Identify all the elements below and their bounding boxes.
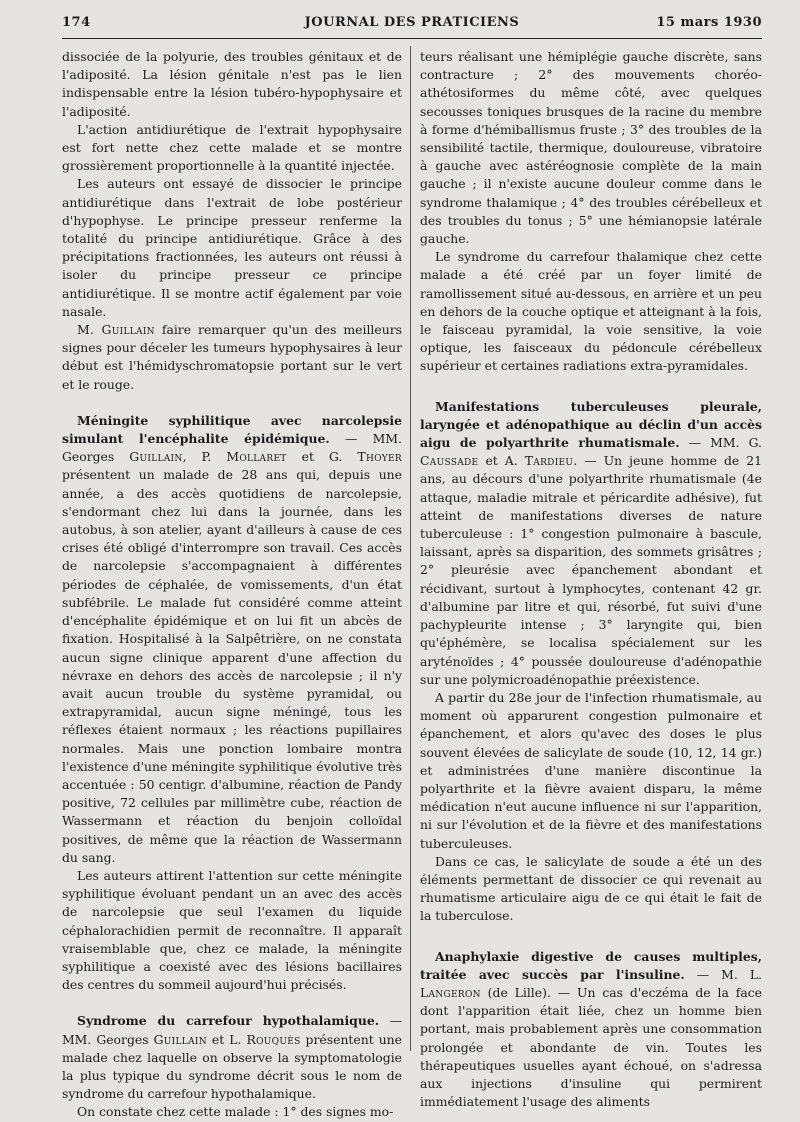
- authors-intro: — MM. Georges: [62, 431, 402, 465]
- section-manifestations: [420, 398, 762, 689]
- section-body: (de Lille). — Un cas d'eczéma de la face dont l'apparition était liée, chez un homme bien portant, mais probablement après une consommation prolongée et abondante de vin. Toutes les thérapeutiques usuelles ayant échoué, on s'adressa aux injections d'insuline qui permirent immédiatement l'usage des aliments: [420, 984, 762, 1110]
- section-title: Anaphylaxie digestive de causes multiples, traitée avec succès par l'insuline.: [420, 948, 762, 982]
- author-name: Guillain: [153, 1031, 207, 1047]
- section-syndrome: [62, 1012, 402, 1103]
- paragraph: teurs réalisant une hémiplégie gauche discrète, sans contracture ; 2° des mouvements choréo-athétosiformes du même côté, avec quelques secousses toniques brusques de la racine du membre à forme d'hémiballismus fruste ; 3° des troubles de la sensibilité tactile, thermique, douloureuse, vibratoire à gauche avec astéréognosie complète de la main gauche ; il n'existe aucune douleur comme dans le syndrome thalamique ; 4° des troubles cérébelleux et des troubles du tonus ; 5° une hémianopsie latérale gauche.: [420, 49, 762, 247]
- authors-intro: — MM. Georges: [62, 1013, 402, 1047]
- author-name: Langeron: [420, 984, 481, 1000]
- author-name: M. Guillain: [77, 322, 155, 338]
- issue-date: 15 mars 1930: [656, 15, 762, 30]
- paragraph: Les auteurs attirent l'attention sur cette méningite syphilitique évoluant pendant un an avec des accès de narcolepsie que seul l'examen du liquide céphalorachidien permit de reconnaître. Il apparaît vraisemblable que, chez ce malade, la méningite syphilitique a coexisté avec des lésions bacillaires des centres du sommeil aujourd'hui précisés.: [62, 867, 402, 993]
- author-name: Rouquès: [246, 1031, 301, 1047]
- separator: et G.: [286, 449, 358, 465]
- separator: et A.: [478, 453, 525, 469]
- column-divider: [410, 46, 411, 1051]
- separator: , P.: [182, 449, 227, 465]
- authors-intro: — M. L.: [684, 966, 762, 982]
- author-name: Thoyer: [357, 449, 402, 465]
- section-anaphylaxie: [420, 948, 762, 1112]
- paragraph: On constate chez cette malade : 1° des signes mo-: [77, 1104, 394, 1120]
- author-name: Guillain: [129, 449, 183, 465]
- section-title: Manifestations tuberculeuses pleurale, laryngée et adénopathique au déclin d'un accès aigu de polyarthrite rhumatismale.: [420, 398, 762, 451]
- author-name: Caussade: [420, 453, 479, 469]
- paragraph: L'action antidiurétique de l'extrait hypophysaire est fort nette chez cette malade et se montre grossièrement proportionnelle à la quantité injectée.: [62, 121, 402, 174]
- authors-intro: — MM. G.: [679, 435, 762, 451]
- section-body: . — Un jeune homme de 21 ans, au décours d'une polyarthrite rhumatismale (4e attaque, maladie mitrale et péricardite adhésive), fut atteint de manifestations diverses de nature tuberculeuse : 1° congestion pulmonaire à bascule, laissant, après sa disparition, des sommets grisâtres ; 2° pleurésie avec épanchement abondant et récidivant, surtout à lymphocytes, contenant 42 gr. d'albumine par litre et qui, résorbé, fut suivi d'une pachypleurite intense ; 3° laryngite qui, bien qu'éphémère, se localisa spécialement sur les aryténoïdes ; 4° poussée douloureuse d'adénopathie sur une polymicroadénopathie préexistence.: [420, 453, 763, 687]
- author-name: Tardieu: [524, 453, 574, 469]
- journal-title: JOURNAL DES PRATICIENS: [304, 15, 520, 30]
- left-column: [62, 48, 402, 1122]
- page-number: 174: [62, 15, 91, 30]
- separator: et L.: [206, 1031, 247, 1047]
- section-body: présentent une malade chez laquelle on observe la symptomatologie la plus typique du syndrome décrit sous le nom de syndrome du carrefour hypothalamique.: [62, 1031, 402, 1102]
- paragraph: [62, 321, 402, 394]
- section-meningite: [62, 412, 402, 867]
- right-column: [420, 48, 762, 1111]
- paragraph-text: faire remarquer qu'un des meilleurs signes pour déceler les tumeurs hypophysaires à leur début est l'hémidyschromatopsie portant sur le vert et le rouge.: [62, 322, 402, 392]
- paragraph: Les auteurs ont essayé de dissocier le principe antidiurétique dans l'extrait de lobe postérieur d'hypophyse. Le principe presseur renferme la totalité du principe antidiurétique. Grâce à des précipitations fractionnées, les auteurs ont réussi à isoler du principe presseur ce principe antidiurétique. Il se montre actif également par voie nasale.: [62, 176, 402, 319]
- paragraph: A partir du 28e jour de l'infection rhumatismale, au moment où apparurent congestion pulmonaire et épanchement, et alors qu'avec des doses le plus souvent élevées de salicylate de soude (10, 12, 14 gr.) et administrées d'une manière discontinue la polyarthrite et la fièvre avaient disparu, la même médication n'eut aucune influence ni sur l'apparition, ni sur l'évolution et de la fièvre et des manifestations tuberculeuses.: [420, 689, 762, 851]
- paragraph: dissociée de la polyurie, des troubles génitaux et de l'adiposité. La lésion génitale n'est pas le lien indispensable entre la lésion tubéro-hypophysaire et l'adiposité.: [62, 49, 402, 119]
- section-title: Méningite syphilitique avec narcolepsie simulant l'encéphalite épidémique.: [62, 412, 402, 447]
- paragraph: Le syndrome du carrefour thalamique chez cette malade a été créé par un foyer limité de ramollissement situé au-dessous, en arrière et un peu en dehors de la couche optique et atteignant à la fois, le faisceau pyramidal, la voie sensitive, la voie optique, les faisceaux du pédoncule cérébelleux supérieur et certaines radiations extra-pyramidales.: [420, 249, 762, 374]
- author-name: Mollaret: [226, 449, 287, 465]
- paragraph: Dans ce cas, le salicylate de soude a été un des éléments permettant de dissocier ce qui revenait au rhumatisme articulaire aigu de ce qui était le fait de la tuberculose.: [420, 853, 762, 924]
- section-body: présentent un malade de 28 ans qui, depuis une année, a des accès quotidiens de narcolepsie, s'endormant chez lui dans la journée, dans les autobus, à son atelier, ayant d'ailleurs à cause de ces crises été obligé d'interrompre son travail. Ces accès de narcolepsie s'accompagnaient à différentes périodes de céphalée, de vomissements, d'un état subfébrile. Le malade fut considéré comme atteint d'encéphalite épidémique et on lui fit un abcès de fixation. Hospitalisé à la Salpêtrière, on ne constata aucun signe clinique apparent d'une affection du névraxe en dehors des accès de narcolepsie ; il n'y avait aucun trouble du système pyramidal, ou extrapyramidal, aucun signe méningé, tous les réflexes étaient normaux ; les réactions pupillaires normales. Mais une ponction lombaire montra l'existence d'une méningite syphilitique évolutive très accentuée : 50 centigr. d'albumine, réaction de Pandy positive, 72 cellules par millimètre cube, réaction de Wassermann et réaction du benjoin colloïdal positives, de même que la réaction de Wassermann du sang.: [62, 467, 402, 865]
- section-title: Syndrome du carrefour hypothalamique.: [77, 1013, 380, 1029]
- page-header: [62, 12, 762, 39]
